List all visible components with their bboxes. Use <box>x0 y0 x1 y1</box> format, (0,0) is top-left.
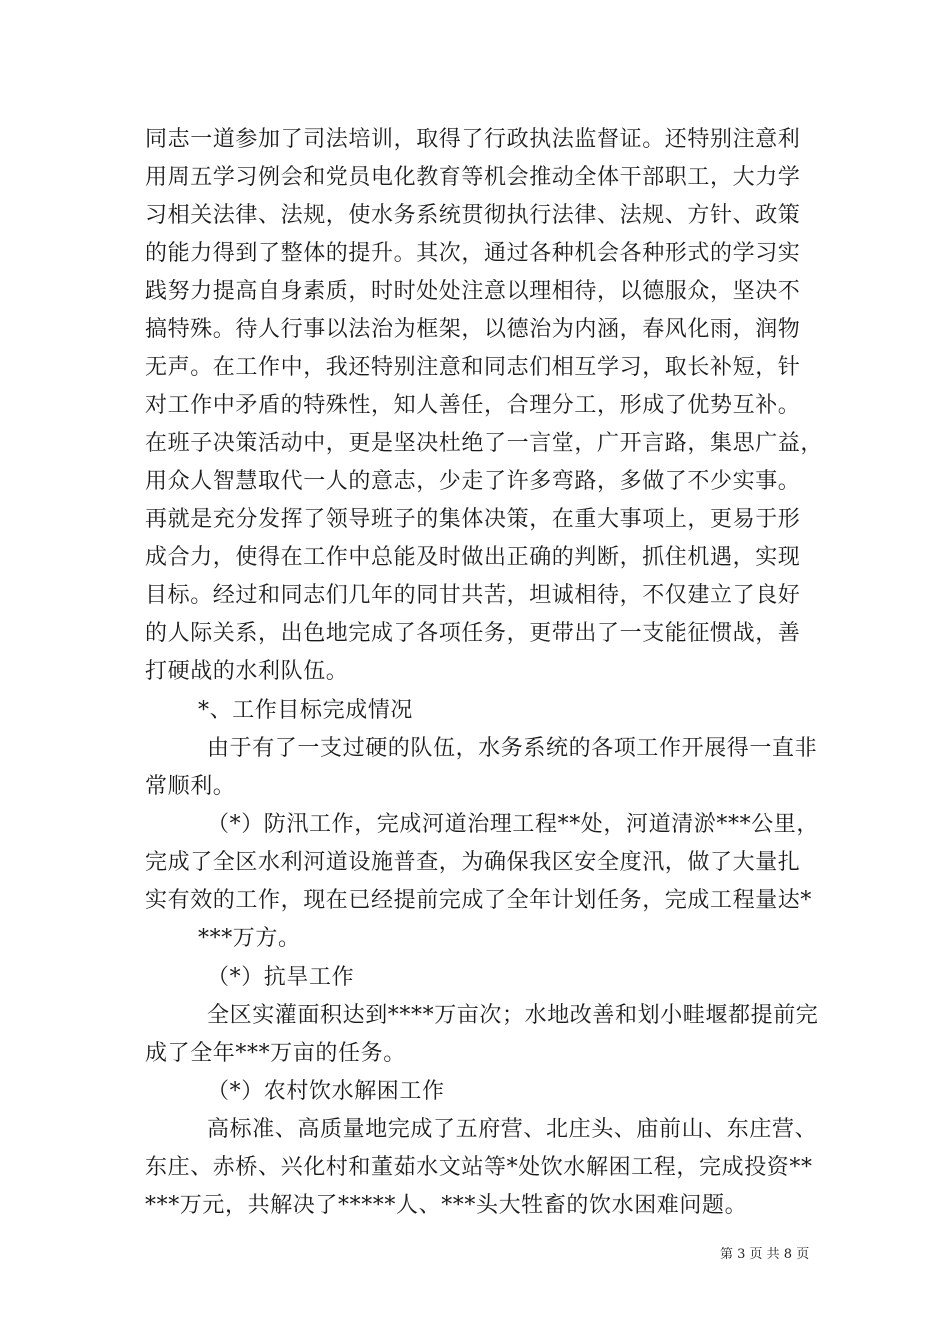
page-number: 第 3 页 共 8 页 <box>720 1247 810 1262</box>
body-line: 完成了全区水利河道设施普查，为确保我区安全度汛，做了大量扎 <box>145 850 801 875</box>
body-line: 在班子决策活动中，更是坚决杜绝了一言堂，广开言路，集思广益， <box>145 431 824 456</box>
body-line: 用周五学习例会和党员电化教育等机会推动全体干部职工，大力学 <box>145 165 801 190</box>
body-line: 同志一道参加了司法培训，取得了行政执法监督证。还特别注意利 <box>145 127 801 152</box>
body-line: 成了全年***万亩的任务。 <box>145 1041 406 1066</box>
body-line: 全区实灌面积达到****万亩次；水地改善和划小畦堰都提前完 <box>207 1003 819 1028</box>
body-line: 无声。在工作中，我还特别注意和同志们相互学习，取长补短，针 <box>145 355 801 380</box>
body-line: 的能力得到了整体的提升。其次，通过各种机会各种形式的学习实 <box>145 241 801 266</box>
body-line: 实有效的工作，现在已经提前完成了全年计划任务，完成工程量达* <box>145 888 813 913</box>
body-line: ***万元，共解决了*****人、***头大牲畜的饮水困难问题。 <box>145 1193 748 1218</box>
section-heading: *、工作目标完成情况 <box>198 698 414 723</box>
subsection-line: （*）防汛工作，完成河道治理工程**处，河道清淤***公里， <box>207 812 820 837</box>
body-line: 的人际关系，出色地完成了各项任务，更带出了一支能征惯战，善 <box>145 621 801 646</box>
body-line: 高标准、高质量地完成了五府营、北庄头、庙前山、东庄营、 <box>207 1117 818 1142</box>
body-line: ***万方。 <box>198 926 301 951</box>
subsection-heading: （*）农村饮水解困工作 <box>207 1079 445 1104</box>
subsection-heading: （*）抗旱工作 <box>207 965 355 990</box>
body-line: 搞特殊。待人行事以法治为框架，以德治为内涵，春风化雨，润物 <box>145 317 801 342</box>
body-line: 再就是充分发挥了领导班子的集体决策，在重大事项上，更易于形 <box>145 507 801 532</box>
body-line: 用众人智慧取代一人的意志，少走了许多弯路，多做了不少实事。 <box>145 469 801 494</box>
body-line: 对工作中矛盾的特殊性，知人善任，合理分工，形成了优势互补。 <box>145 393 801 418</box>
body-line: 践努力提高自身素质，时时处处注意以理相待，以德服众，坚决不 <box>145 279 801 304</box>
body-line: 成合力，使得在工作中总能及时做出正确的判断，抓住机遇，实现 <box>145 545 801 570</box>
body-line: 由于有了一支过硬的队伍，水务系统的各项工作开展得一直非 <box>207 736 818 761</box>
body-line: 常顺利。 <box>145 774 236 799</box>
body-line: 目标。经过和同志们几年的同甘共苦，坦诚相待，不仅建立了良好 <box>145 583 801 608</box>
body-line: 东庄、赤桥、兴化村和董茹水文站等*处饮水解困工程，完成投资** <box>145 1155 813 1180</box>
body-line: 习相关法律、法规，使水务系统贯彻执行法律、法规、方针、政策 <box>145 203 801 228</box>
body-line: 打硬战的水利队伍。 <box>145 659 349 684</box>
